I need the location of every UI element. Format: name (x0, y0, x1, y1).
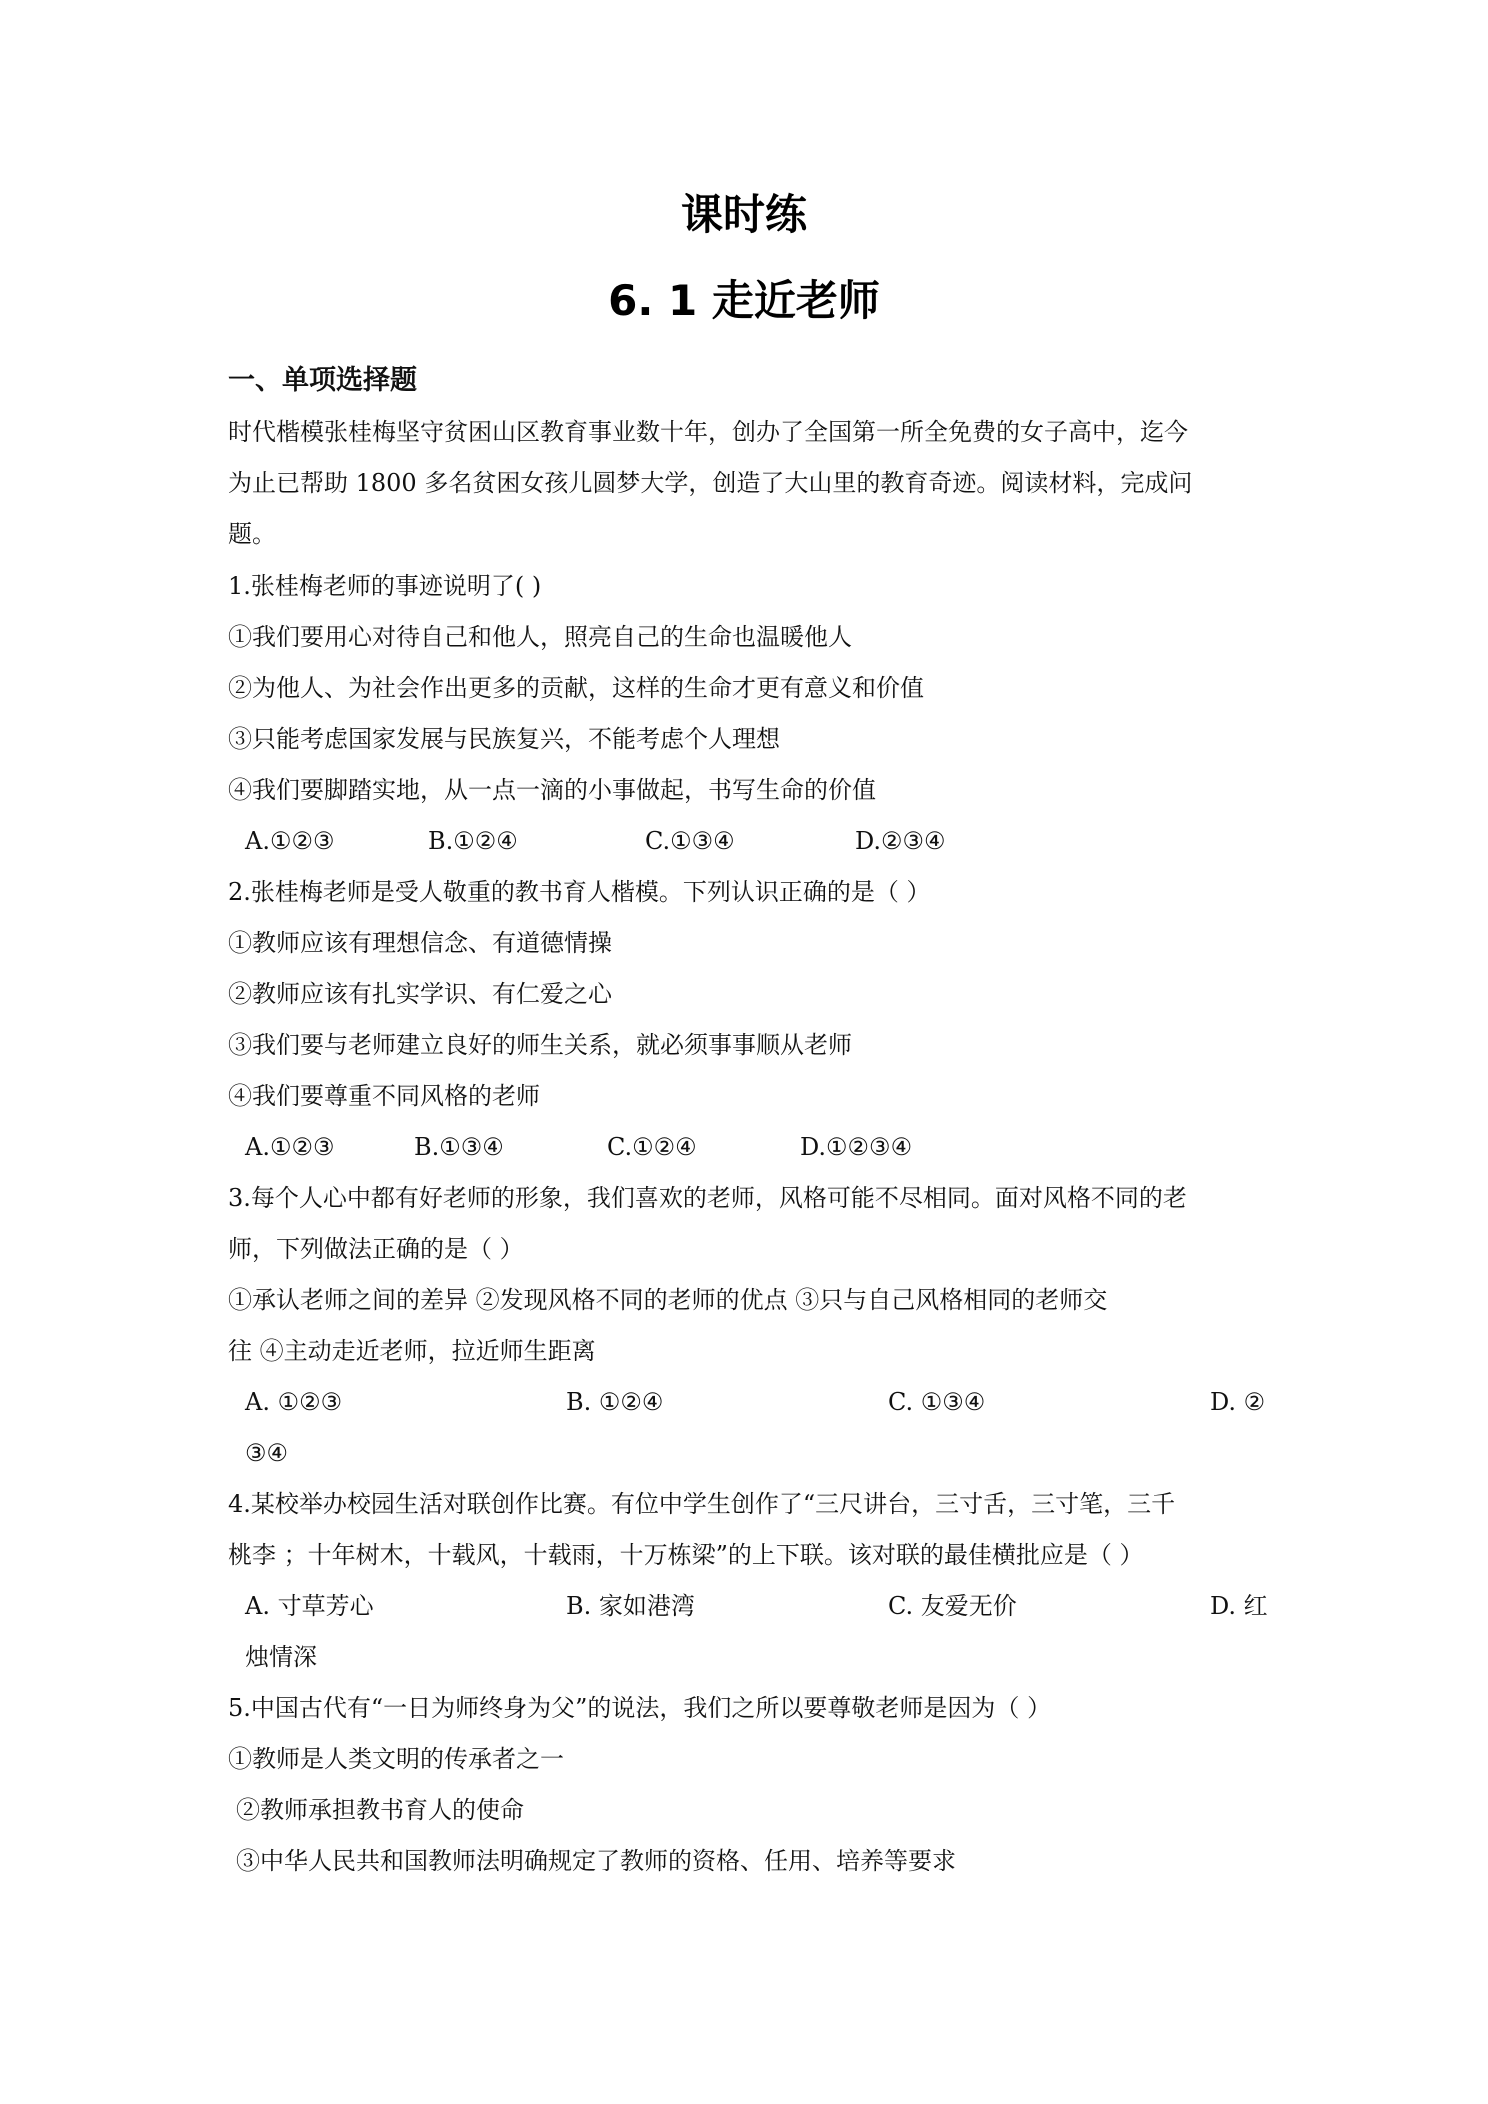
answer-option: C. 友爱无价 (888, 1592, 1017, 1620)
question-item: ②教师应该有扎实学识、有仁爱之心 (228, 980, 612, 1008)
answer-option: B.①②④ (428, 827, 518, 855)
answer-option: B. ①②④ (566, 1388, 664, 1416)
question-stem: 桃李 ；十年树木，十载风，十载雨，十万栋梁”的上下联。该对联的最佳横批应是（ ） (228, 1541, 1144, 1569)
answer-option: B.①③④ (414, 1133, 504, 1161)
question-item: ①教师应该有理想信念、有道德情操 (228, 929, 612, 957)
answer-option: A. 寸草芳心 (245, 1592, 374, 1620)
answer-option: C.①③④ (645, 827, 735, 855)
page-subtitle: 6. 1 走近老师 (608, 276, 880, 325)
answer-option: D.①②③④ (800, 1133, 913, 1161)
answer-option: D.②③④ (855, 827, 946, 855)
question-item: ②教师承担教书育人的使命 (236, 1796, 524, 1824)
question-item: ④我们要脚踏实地，从一点一滴的小事做起，书写生命的价值 (228, 776, 876, 804)
question-item: ④我们要尊重不同风格的老师 (228, 1082, 540, 1110)
question-stem: 2.张桂梅老师是受人敬重的教书育人楷模。下列认识正确的是（ ） (228, 878, 931, 906)
answer-option: A.①②③ (245, 1133, 335, 1161)
question-stem: 3.每个人心中都有好老师的形象，我们喜欢的老师，风格可能不尽相同。面对风格不同的老 (228, 1184, 1187, 1212)
answer-option: D. 红 (1210, 1592, 1268, 1620)
question-stem: 5.中国古代有“一日为师终身为父”的说法，我们之所以要尊敬老师是因为（ ） (228, 1694, 1052, 1722)
answer-option: B. 家如港湾 (566, 1592, 695, 1620)
question-item: ③我们要与老师建立良好的师生关系，就必须事事顺从老师 (228, 1031, 852, 1059)
question-item: ①我们要用心对待自己和他人，照亮自己的生命也温暖他人 (228, 623, 852, 651)
question-item: ①教师是人类文明的传承者之一 (228, 1745, 564, 1773)
question-item: ①承认老师之间的差异 ②发现风格不同的老师的优点 ③只与自己风格相同的老师交 (228, 1286, 1108, 1314)
intro-line: 为止已帮助 1800 多名贫困女孩儿圆梦大学，创造了大山里的教育奇迹。阅读材料，完成问 (228, 469, 1193, 497)
question-item: ③中华人民共和国教师法明确规定了教师的资格、任用、培养等要求 (236, 1847, 956, 1875)
intro-line: 题。 (228, 520, 276, 548)
intro-line: 时代楷模张桂梅坚守贫困山区教育事业数十年，创办了全国第一所全免费的女子高中，迄今 (228, 418, 1188, 446)
question-item: ②为他人、为社会作出更多的贡献，这样的生命才更有意义和价值 (228, 674, 924, 702)
answer-option-wrap: ③④ (245, 1439, 289, 1467)
page-title: 课时练 (680, 190, 807, 239)
answer-option-wrap: 烛情深 (245, 1643, 317, 1671)
answer-option: C.①②④ (607, 1133, 697, 1161)
question-stem: 4.某校举办校园生活对联创作比赛。有位中学生创作了“三尺讲台，三寸舌，三寸笔，三千 (228, 1490, 1176, 1518)
answer-option: D. ② (1210, 1388, 1266, 1416)
answer-option: A.①②③ (245, 827, 335, 855)
question-stem: 1.张桂梅老师的事迹说明了( ) (228, 572, 542, 600)
answer-option: C. ①③④ (888, 1388, 986, 1416)
answer-option: A. ①②③ (245, 1388, 343, 1416)
question-item: ③只能考虑国家发展与民族复兴，不能考虑个人理想 (228, 725, 780, 753)
section-heading: 一、单项选择题 (228, 365, 417, 396)
question-stem: 师，下列做法正确的是（ ） (228, 1235, 524, 1263)
question-item: 往 ④主动走近老师，拉近师生距离 (228, 1337, 596, 1365)
